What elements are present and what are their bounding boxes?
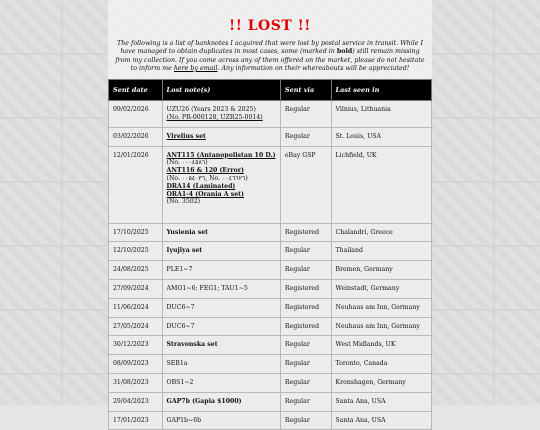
banknote-tile: [494, 118, 540, 182]
banknote-tile: [0, 246, 62, 310]
last-seen-cell: Kronshagen, Germany: [331, 373, 431, 392]
sent-date-cell: 09/02/2026: [109, 101, 163, 128]
lost-notes-cell: [162, 392, 280, 411]
lost-notes-cell: [162, 298, 280, 317]
lost-notes-cell: [162, 101, 280, 128]
intro-bold: bold: [336, 48, 353, 56]
last-seen-cell: Lichfield, UK: [331, 146, 431, 223]
sent-via-cell: Regular: [280, 261, 331, 280]
table-row: [109, 261, 432, 280]
last-seen-cell: Santa Ana, USA: [331, 411, 431, 430]
lost-notes-cell: [162, 261, 280, 280]
note-line[interactable]: Virelius set: [166, 132, 206, 140]
banknote-tile: [494, 374, 540, 405]
last-seen-cell: Chalandri, Greece: [331, 223, 431, 242]
intro-part-3: . Any information on their whereabouts will be appreciated!: [217, 64, 410, 72]
note-line[interactable]: ANT115 (Antanopolistan 10 D.): [166, 151, 276, 159]
sent-date-cell: 12/10/2025: [109, 242, 163, 261]
table-row: [109, 411, 432, 430]
last-seen-cell: Toronto, Canada: [331, 355, 431, 374]
banknote-tile: [422, 374, 494, 405]
table-row: [109, 298, 432, 317]
sent-date-cell: 24/08/2025: [109, 261, 163, 280]
banknote-tile: [494, 54, 540, 118]
table-row: [109, 392, 432, 411]
note-line: Stravonska set: [166, 341, 218, 349]
note-line[interactable]: DRA14 (Laminated): [166, 182, 236, 190]
sent-via-cell: Registered: [280, 317, 331, 336]
note-line: PLE1~7: [166, 266, 193, 274]
note-line: (No. ٠٠٥٤٠٣٦, No. ٠٠٤٦٦٢٦): [166, 174, 248, 182]
lost-notes-cell: [162, 336, 280, 355]
note-line: UZU26 (Years 2023 & 2025): [166, 106, 256, 114]
header-sent-date: Sent date: [109, 80, 163, 101]
table-row: [109, 223, 432, 242]
lost-notes-cell: [162, 373, 280, 392]
sent-via-cell: Regular: [280, 355, 331, 374]
table-header-row: [109, 80, 432, 101]
header-last-seen: Last seen in: [331, 80, 431, 101]
sent-via-cell: Regular: [280, 373, 331, 392]
sent-date-cell: 27/09/2024: [109, 279, 163, 298]
last-seen-cell: Thailand: [331, 242, 431, 261]
banknote-tile: [0, 118, 62, 182]
note-line[interactable]: ORA1-4 (Orania A set): [166, 190, 244, 198]
note-line: SEB1a: [166, 360, 188, 368]
note-line: GAP1b~6b: [166, 416, 202, 424]
sent-date-cell: 27/05/2024: [109, 317, 163, 336]
sent-via-cell: Regular: [280, 127, 331, 146]
banknote-tile: [0, 182, 62, 246]
sent-date-cell: 17/01/2023: [109, 411, 163, 430]
note-line: GAP7b (Gapia $1000): [166, 397, 242, 405]
note-line[interactable]: ANT116 & 120 (Error): [166, 167, 244, 175]
last-seen-cell: Santa Ana, USA: [331, 392, 431, 411]
sent-via-cell: Regular: [280, 242, 331, 261]
last-seen-cell: West Midlands, UK: [331, 336, 431, 355]
main-panel: [108, 0, 432, 424]
banknote-tile: [422, 0, 494, 54]
sent-date-cell: 08/09/2023: [109, 355, 163, 374]
table-row: [109, 101, 432, 128]
last-seen-cell: Vilnius, Lithuania: [331, 101, 431, 128]
banknote-tile: [422, 54, 494, 118]
intro-text: [112, 40, 428, 73]
banknote-tile: [0, 0, 62, 54]
lost-notes-cell: [162, 279, 280, 298]
table-row: [109, 279, 432, 298]
sent-date-cell: 11/06/2024: [109, 298, 163, 317]
sent-date-cell: 30/12/2023: [109, 336, 163, 355]
header-lost-notes: Lost note(s): [162, 80, 280, 101]
lost-notes-table: [108, 79, 432, 430]
sent-via-cell: Regular: [280, 101, 331, 128]
intro-part-2: ) still remain missing from my collection. If you come across any of them offered on the market, please do not hesitate to inform me: [115, 48, 425, 72]
sent-date-cell: 17/10/2025: [109, 223, 163, 242]
table-row: [109, 355, 432, 374]
table-row: [109, 336, 432, 355]
note-line[interactable]: (No. PR-000128, UZR25-0014): [166, 113, 263, 121]
lost-notes-cell: [162, 242, 280, 261]
banknote-tile: [0, 310, 62, 374]
last-seen-cell: Neuhaus am Inn, Germany: [331, 317, 431, 336]
note-line: OBS1~2: [166, 378, 194, 386]
lost-notes-cell: [162, 411, 280, 430]
table-body: [109, 101, 432, 430]
intro-part-1: The following is a list of banknotes I acquired that were lost by postal service in transit. While I have managed to obtain duplicates in most cases, some (marked in: [117, 40, 423, 56]
table-row: [109, 373, 432, 392]
banknote-tile: [422, 310, 494, 374]
last-seen-cell: Weinstadt, Germany: [331, 279, 431, 298]
page-title: !! LOST !!: [229, 18, 311, 34]
banknote-tile: [422, 118, 494, 182]
sent-date-cell: 12/01/2026: [109, 146, 163, 223]
note-line: DUC6~7: [166, 322, 195, 330]
banknote-tile: [494, 0, 540, 54]
header-sent-via: Sent via: [280, 80, 331, 101]
sent-via-cell: eBay GSP: [280, 146, 331, 223]
banknote-tile: [422, 182, 494, 246]
sent-via-cell: Regular: [280, 392, 331, 411]
table-row: [109, 317, 432, 336]
lost-notes-cell: [162, 223, 280, 242]
banknote-tile: [0, 54, 62, 118]
note-line: Yusienia set: [166, 228, 208, 236]
banknote-tile: [494, 310, 540, 374]
lost-notes-cell: [162, 146, 280, 223]
note-line: Iyujiya set: [166, 247, 203, 255]
email-link[interactable]: here by email: [173, 64, 218, 72]
table-row: [109, 146, 432, 223]
note-line: AMO1~6; FEG1; TAU1~5: [166, 284, 248, 292]
table-row: [109, 127, 432, 146]
note-line: (No. ٠٠٠٤٥٨٦): [166, 159, 208, 167]
sent-via-cell: Regular: [280, 336, 331, 355]
last-seen-cell: St. Louis, USA: [331, 127, 431, 146]
sent-via-cell: Regular: [280, 411, 331, 430]
note-line: DUC6~7: [166, 303, 195, 311]
lost-notes-cell: [162, 127, 280, 146]
banknote-tile: [0, 374, 62, 405]
sent-via-cell: Registered: [280, 223, 331, 242]
banknote-tile: [422, 246, 494, 310]
sent-date-cell: 03/02/2026: [109, 127, 163, 146]
last-seen-cell: Neuhaus am Inn, Germany: [331, 298, 431, 317]
last-seen-cell: Bremen, Germany: [331, 261, 431, 280]
sent-date-cell: 29/04/2023: [109, 392, 163, 411]
note-line: (No. 3502): [166, 198, 201, 206]
sent-date-cell: 31/08/2023: [109, 373, 163, 392]
sent-via-cell: Registered: [280, 298, 331, 317]
lost-notes-cell: [162, 317, 280, 336]
banknote-tile: [494, 182, 540, 246]
banknote-tile: [494, 246, 540, 310]
table-row: [109, 242, 432, 261]
sent-via-cell: Registered: [280, 279, 331, 298]
lost-notes-cell: [162, 355, 280, 374]
